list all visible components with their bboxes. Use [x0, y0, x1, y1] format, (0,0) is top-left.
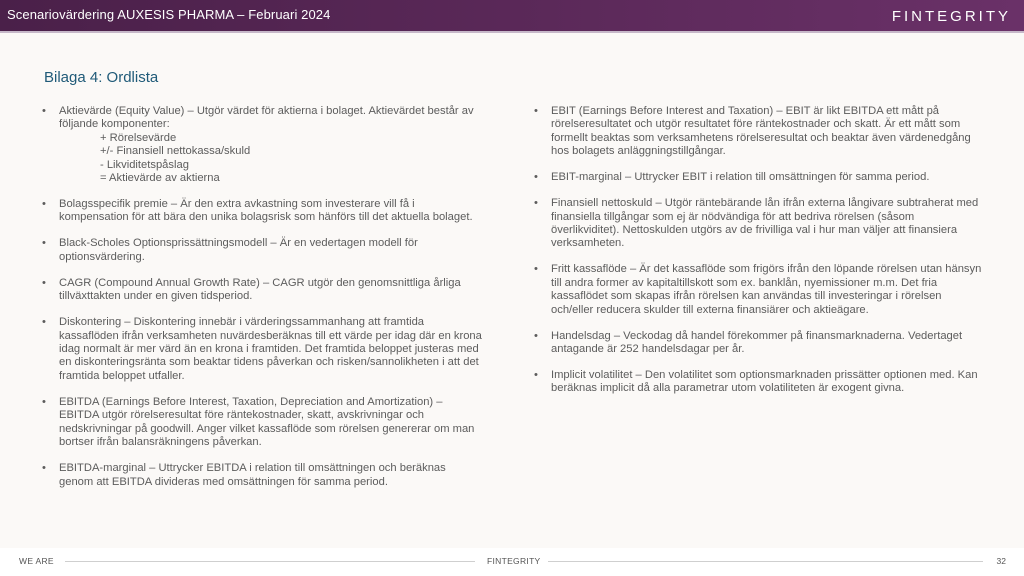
glossary-left-column	[42, 105, 482, 502]
glossary-item-ebit-marginal	[534, 171, 982, 184]
glossary-text: Handelsdag – Veckodag då handel förekommer på finansmarknaderna. Vedertaget antagande är 252 handelsdagar per år.	[551, 329, 963, 356]
bullet-icon: •	[42, 105, 46, 117]
glossary-text: Finansiell nettoskuld – Utgör räntebärande lån ifrån externa långivare subtraherat med finansiella tillgångar som ej är nödvändiga för att bedriva rörelsen (såsom överlikviditet). Nettoskulden utgörs av de frivilliga val i hur man väljer att finansiera verksamheten.	[551, 197, 979, 250]
glossary-item-handelsdag	[534, 330, 982, 357]
slide-footer	[0, 548, 1024, 576]
bullet-icon: •	[534, 329, 538, 342]
glossary-item-cagr	[42, 277, 482, 304]
glossary-text: EBITDA-marginal – Uttrycker EBITDA i relation till omsättningen och beräknas genom att EBITDA divideras med omsättningen för samma period.	[59, 462, 446, 488]
component-line: - Likviditetspåslag	[100, 158, 189, 171]
bullet-icon: •	[42, 198, 46, 211]
page-number: 32	[996, 556, 1006, 566]
footer-brand: FINTEGRITY	[487, 556, 541, 566]
bullet-icon: •	[42, 462, 46, 475]
component-line: = Aktievärde av aktierna	[100, 172, 220, 185]
top-bar	[0, 0, 1024, 33]
glossary-item-ebit	[534, 105, 982, 159]
page-title: Bilaga 4: Ordlista	[44, 69, 159, 86]
glossary-text: Black-Scholes Optionsprissättningsmodell – Är en vedertagen modell för optionsvärdering.	[59, 237, 418, 263]
glossary-text: Fritt kassaflöde – Är det kassaflöde som frigörs ifrån den löpande rörelsen utan hänsyn till andra former av kapitaltillskott som ex. banklån, nyemissioner m.m. Det fria kassaflödet som skapas ifrån rörelsen kan användas till investeringar i rörelsen och/eller reducera skulder till externa finansiärer och aktieägare.	[551, 263, 982, 316]
bullet-icon: •	[534, 263, 538, 276]
glossary-text: EBITDA (Earnings Before Interest, Taxation, Depreciation and Amortization) – EBITDA utgör rörelseresultat före räntekostnader, skatt, avskrivningar och nedskrivningar på goodwill. Anger vilket kassaflöde som rörelsen genererar om man bortser ifrån balansräkningens påverkan.	[59, 395, 475, 449]
footer-divider	[65, 561, 475, 562]
glossary-text: CAGR (Compound Annual Growth Rate) – CAGR utgör den genomsnittliga årliga tillväxttakten under en given tidsperiod.	[59, 276, 461, 303]
bullet-icon: •	[534, 197, 538, 210]
slide-content	[0, 33, 1024, 548]
glossary-text: Diskontering – Diskontering innebär i värderingssammanhang att framtida kassaflöden ifrån verksamheten nuvärdesberäknas till ett värde per idag där en krona idag normalt är mer värd än en krona i framtiden. Det framtida beloppet justeras med en diskonteringsränta som beaktar tidens påverkan och risken/sannolikheten i att det framtida beloppet utfaller.	[59, 316, 482, 382]
glossary-text: Implicit volatilitet – Den volatilitet som optionsmarknaden prissätter optionen med. Kan beräknas implicit då alla parametrar utom volatiliteten är exogent givna.	[551, 369, 978, 395]
footer-divider	[548, 561, 983, 562]
glossary-item-ebitda	[42, 396, 482, 450]
glossary-text: EBIT-marginal – Uttrycker EBIT i relation till omsättningen för samma period.	[551, 171, 930, 184]
glossary-item-black-scholes	[42, 237, 482, 264]
bullet-icon: •	[42, 395, 46, 408]
glossary-item-aktievarde	[42, 105, 482, 185]
glossary-item-fritt-kassaflode	[534, 263, 982, 317]
glossary-item-diskontering	[42, 316, 482, 383]
glossary-text: Aktievärde (Equity Value) – Utgör värdet för aktierna i bolaget. Aktievärdet består av följande komponenter:	[59, 105, 474, 131]
bullet-icon: •	[42, 316, 46, 329]
glossary-right-column	[534, 105, 982, 408]
presentation-title: Scenariovärdering AUXESIS PHARMA – Februari 2024	[7, 7, 331, 22]
glossary-text: Bolagsspecifik premie – Är den extra avkastning som investerare vill få i kompensation för att bära den unika bolagsrisk som hänförs till det aktuella bolaget.	[59, 198, 473, 224]
glossary-text: EBIT (Earnings Before Interest and Taxation) – EBIT är likt EBITDA ett mått på rörelseresultatet och utgör resultatet före räntekostnader och skatt. Är ett mått som formellt beaktas som verksamhetens rörelseresultat och beaktar även värdenedgång hos bolagets anläggningstillgångar.	[551, 105, 971, 158]
glossary-item-ebitda-marginal	[42, 462, 482, 489]
footer-tagline: WE ARE	[19, 556, 54, 566]
component-line: +/- Finansiell nettokassa/skuld	[100, 145, 251, 158]
bullet-icon: •	[534, 171, 538, 184]
brand-logo: FINTEGRITY	[891, 8, 1011, 25]
bullet-icon: •	[534, 369, 538, 382]
bullet-icon: •	[534, 105, 538, 117]
glossary-item-bolagsspecifik-premie	[42, 198, 482, 225]
component-line: + Rörelsevärde	[100, 131, 177, 144]
glossary-item-implicit-volatilitet	[534, 369, 982, 396]
bullet-icon: •	[42, 276, 46, 289]
glossary-item-finansiell-nettoskuld	[534, 197, 982, 251]
bullet-icon: •	[42, 237, 46, 250]
